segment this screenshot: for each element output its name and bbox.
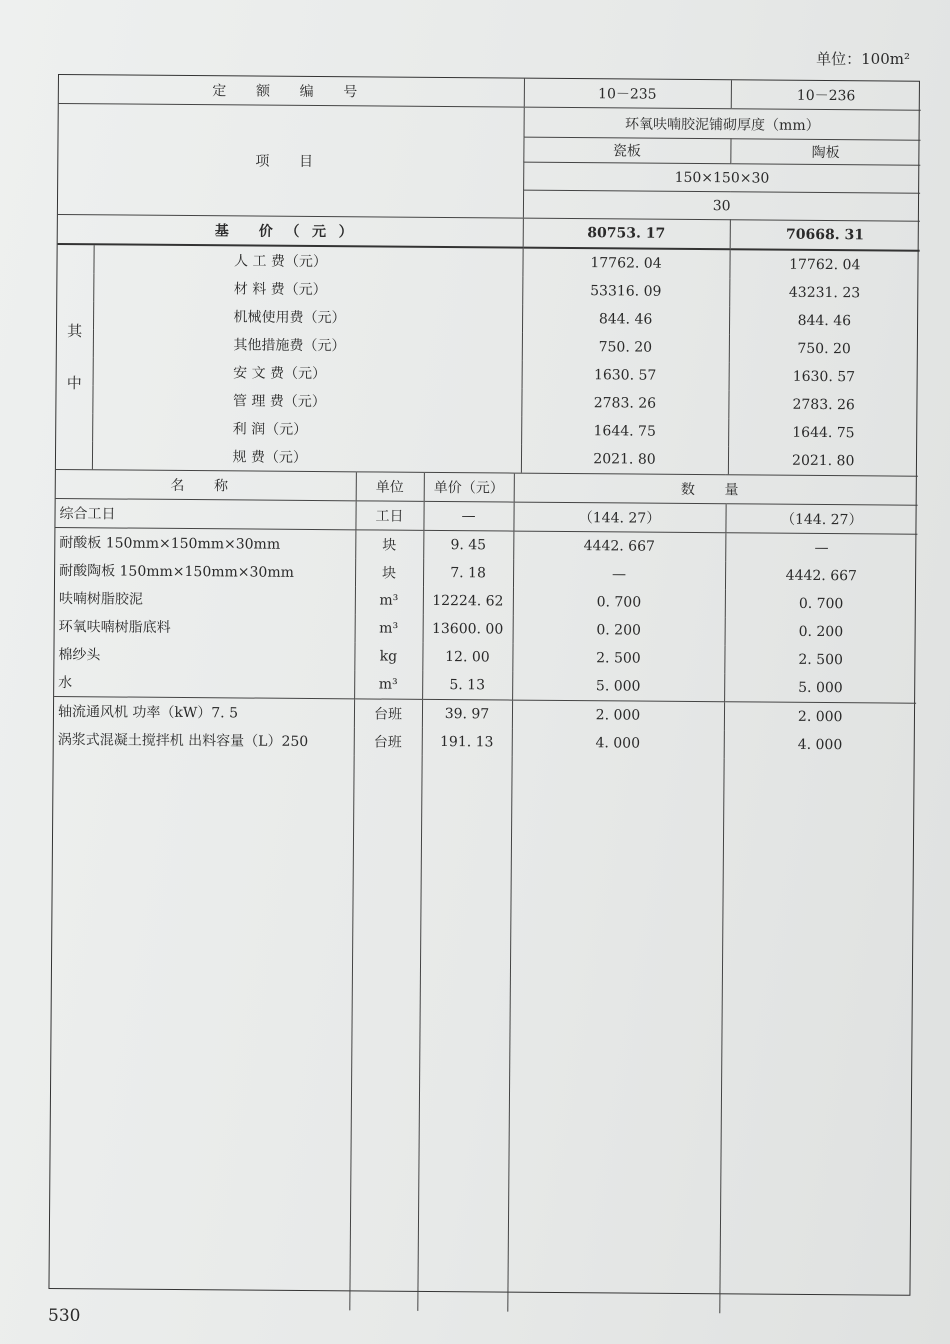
resource-name: 轴流通风机 功率（kW）7. 5 xyxy=(54,696,354,727)
code-b: 10－236 xyxy=(731,80,921,110)
resource-price: 39. 97 xyxy=(422,699,512,728)
resource-price: — xyxy=(423,501,513,531)
qty-b: 0. 200 xyxy=(725,617,917,647)
resource-unit: 台班 xyxy=(354,699,422,728)
code-a: 10－235 xyxy=(524,79,731,109)
blank-cell xyxy=(349,755,421,1311)
cost-b: 844. 46 xyxy=(729,306,919,335)
breakdown-side-label: 其 中 xyxy=(66,322,83,393)
base-price-label: 基 价（元） xyxy=(58,215,523,248)
cost-label: 利 润（元） xyxy=(92,413,521,444)
cost-b: 1630. 57 xyxy=(729,362,919,391)
cost-b: 750. 20 xyxy=(729,334,919,363)
resource-unit: 工日 xyxy=(355,501,423,531)
type-b: 陶板 xyxy=(730,139,920,166)
resource-unit: 台班 xyxy=(354,727,422,756)
cost-label: 其他措施费（元） xyxy=(93,329,522,360)
resource-price: 12. 00 xyxy=(422,643,512,672)
blank-cell xyxy=(507,757,723,1314)
item-label: 项 目 xyxy=(58,104,524,219)
cost-label: 规 费（元） xyxy=(92,441,521,472)
resource-name: 综合工日 xyxy=(55,498,355,529)
qty-a: 4442. 667 xyxy=(513,531,725,561)
blank-cell xyxy=(719,758,915,1314)
qty-b: 4442. 667 xyxy=(725,561,917,591)
qty-a: 0. 700 xyxy=(513,588,725,618)
resource-price: 13600. 00 xyxy=(423,615,513,644)
qty-b: 2. 000 xyxy=(724,702,916,732)
resource-price: 9. 45 xyxy=(423,530,513,559)
quota-table-frame xyxy=(48,74,920,1296)
resource-unit: m³ xyxy=(355,614,423,643)
resource-name: 水 xyxy=(58,675,73,692)
resource-name: 涡浆式混凝土搅拌机 出料容量（L）250 xyxy=(57,732,309,750)
qty-b: 4. 000 xyxy=(724,730,916,760)
cost-b: 2783. 26 xyxy=(728,390,918,419)
name-header: 名 称 xyxy=(56,469,356,500)
qty-a: （144. 27） xyxy=(513,502,725,533)
page-number: 530 xyxy=(48,1306,81,1326)
size-value: 150×150×30 xyxy=(523,163,920,194)
resource-price: 7. 18 xyxy=(423,559,513,588)
qty-a: 5. 000 xyxy=(512,672,724,702)
base-price-a: 80753. 17 xyxy=(523,218,730,249)
cost-a: 844. 46 xyxy=(522,305,729,335)
resource-name: 棉纱头 xyxy=(58,647,101,664)
cost-label: 人 工 费（元） xyxy=(93,245,522,276)
cost-a: 1644. 75 xyxy=(521,417,728,447)
qty-header: 数 量 xyxy=(514,473,918,505)
cost-a: 2783. 26 xyxy=(521,389,728,419)
qty-b: 2. 500 xyxy=(724,645,916,675)
cost-a: 17762. 04 xyxy=(522,249,729,279)
cost-label: 安 文 费（元） xyxy=(93,357,522,388)
cost-a: 53316. 09 xyxy=(522,277,729,307)
type-a: 瓷板 xyxy=(523,137,730,164)
qty-a: 2. 500 xyxy=(512,644,724,674)
blank-filler-row xyxy=(49,753,915,1315)
resource-name: 耐酸陶板 150mm×150mm×30mm xyxy=(59,563,294,581)
resource-price: 191. 13 xyxy=(422,728,512,757)
cost-b: 17762. 04 xyxy=(729,250,919,279)
cost-a: 2021. 80 xyxy=(521,445,728,475)
resource-table xyxy=(49,469,918,1315)
thickness-value: 30 xyxy=(523,190,920,221)
qty-a: 2. 000 xyxy=(512,700,724,730)
qty-a: 4. 000 xyxy=(512,729,724,759)
spec-row xyxy=(59,104,921,141)
resource-price: 5. 13 xyxy=(422,671,512,700)
resource-unit: 块 xyxy=(355,530,423,559)
cost-b: 2021. 80 xyxy=(728,446,918,475)
price-header: 单价（元） xyxy=(424,472,514,502)
cost-b: 1644. 75 xyxy=(728,418,918,447)
resource-unit: 块 xyxy=(355,558,423,587)
quota-number-label: 定 额 编 号 xyxy=(59,75,524,107)
resource-name: 呋喃树脂胶泥 xyxy=(58,591,143,608)
resource-name: 环氧呋喃树脂底料 xyxy=(58,619,171,636)
qty-b: 0. 700 xyxy=(725,589,917,619)
unit-label: 单位：100m² xyxy=(816,50,910,68)
resource-name: 耐酸板 150mm×150mm×30mm xyxy=(55,527,355,558)
resource-unit: m³ xyxy=(354,670,422,699)
breakdown-table xyxy=(56,245,920,476)
cost-label: 材 料 费（元） xyxy=(93,273,522,304)
cost-a: 1630. 57 xyxy=(522,361,729,391)
cost-label: 管 理 费（元） xyxy=(92,385,521,416)
unit-header: 单位 xyxy=(356,472,424,502)
qty-a: 0. 200 xyxy=(513,616,725,646)
blank-cell xyxy=(49,753,353,1310)
spec-title: 环氧呋喃胶泥铺砌厚度（mm） xyxy=(524,107,921,140)
qty-b: 5. 000 xyxy=(724,673,916,703)
cost-label: 机械使用费（元） xyxy=(93,301,522,332)
cost-a: 750. 20 xyxy=(522,333,729,363)
resource-unit: kg xyxy=(354,642,422,671)
base-price-b: 70668. 31 xyxy=(730,220,920,251)
qty-a: — xyxy=(513,560,725,590)
resource-price: 12224. 62 xyxy=(423,587,513,616)
resource-unit: m³ xyxy=(355,586,423,615)
qty-b: — xyxy=(725,533,917,563)
header-table xyxy=(58,75,921,252)
qty-b: （144. 27） xyxy=(725,504,917,535)
cost-b: 43231. 23 xyxy=(729,278,919,307)
blank-cell xyxy=(417,756,511,1312)
